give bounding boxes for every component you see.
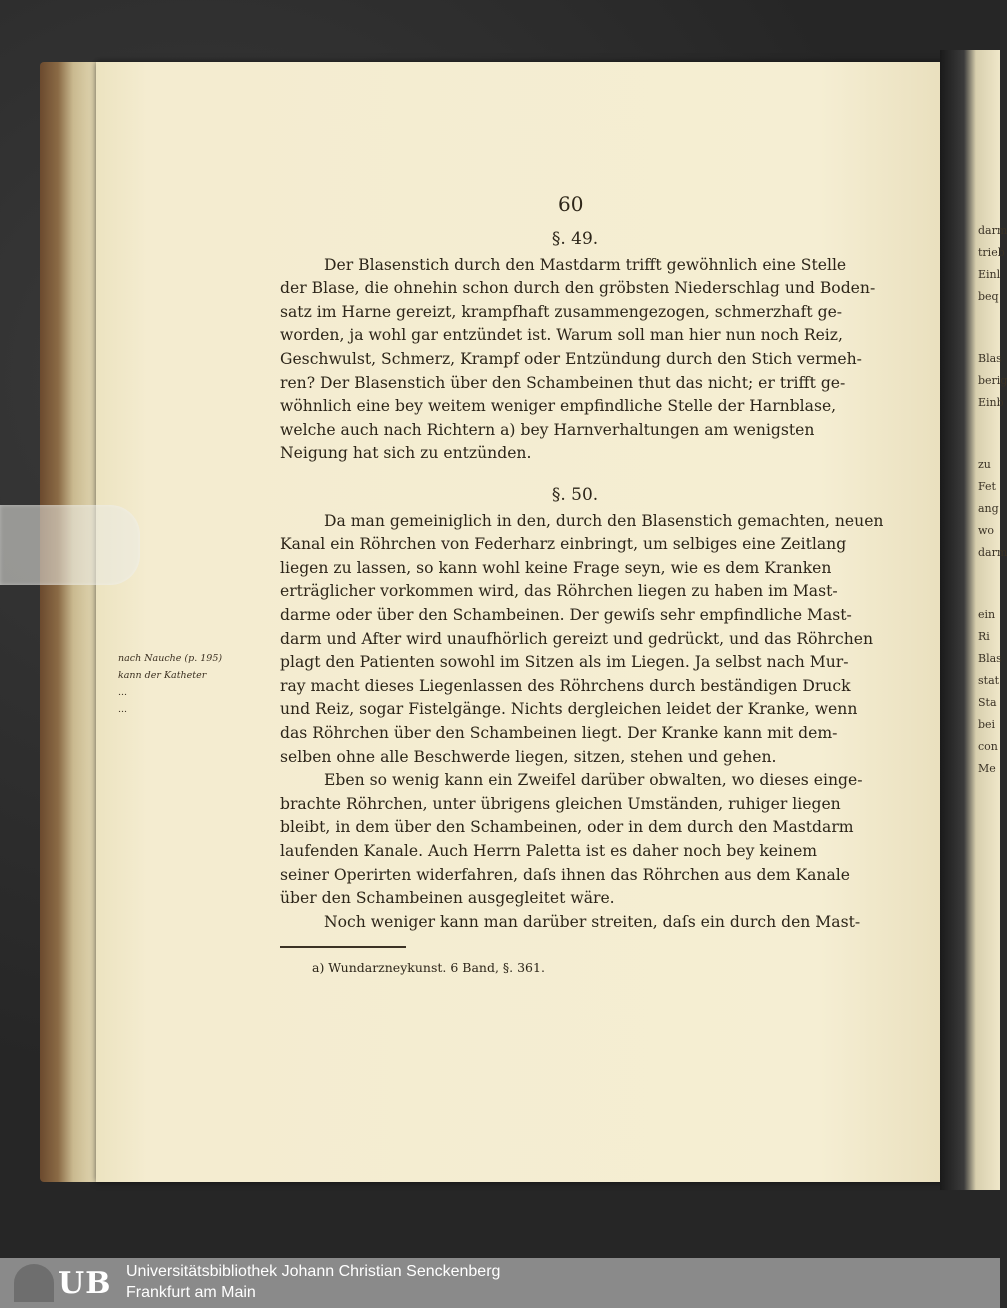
text-line: worden, ja wohl gar entzündet ist. Warum soll man hier nun noch Reiz, bbox=[280, 326, 843, 345]
senckenberg-bust-icon bbox=[14, 1264, 54, 1302]
next-page-fragment: ang bbox=[978, 502, 999, 515]
text-line: welche auch nach Richtern a) bey Harnverhaltungen am wenigsten bbox=[280, 420, 815, 439]
next-page-fragment: darm bbox=[978, 546, 1007, 559]
text-line: selben ohne alle Beschwerde liegen, sitzen, stehen und gehen. bbox=[280, 747, 777, 766]
section-body bbox=[280, 510, 884, 935]
next-page-fragment: darm bbox=[978, 224, 1007, 237]
library-footer bbox=[0, 1258, 1000, 1308]
text-line: darme oder über den Schambeinen. Der gewiſs sehr empfindliche Mast- bbox=[280, 605, 852, 624]
marginal-line: ... bbox=[118, 687, 128, 698]
text-line: darm und After wird unaufhörlich gereizt und gedrückt, und das Röhrchen bbox=[280, 629, 874, 648]
text-line: plagt den Patienten sowohl im Sitzen als im Liegen. Ja selbst nach Mur- bbox=[280, 653, 849, 672]
next-page-text bbox=[978, 220, 1007, 780]
library-logo bbox=[14, 1264, 114, 1302]
text-line: Neigung hat sich zu entzünden. bbox=[280, 444, 532, 463]
section-50 bbox=[280, 484, 884, 934]
text-line: Geschwulst, Schmerz, Krampf oder Entzündung durch den Stich vermeh- bbox=[280, 349, 862, 368]
text-line: das Röhrchen über den Schambeinen liegt. Der Kranke kann mit dem- bbox=[280, 723, 838, 742]
text-line: laufenden Kanale. Auch Herrn Paletta ist es daher noch bey keinem bbox=[280, 841, 818, 860]
next-page-fragment: wo bbox=[978, 524, 995, 537]
next-page-fragment: Ri bbox=[978, 630, 990, 643]
text-line: der Blase, die ohnehin schon durch den gröbsten Niederschlag und Boden- bbox=[280, 279, 876, 298]
text-line: bleibt, in dem über den Schambeinen, oder in dem durch den Mastdarm bbox=[280, 818, 854, 837]
marginal-line: nach Nauche (p. 195) bbox=[118, 653, 223, 664]
marginal-line: ... bbox=[118, 704, 128, 715]
footnote-rule bbox=[280, 946, 406, 948]
next-page-fragment: trieb bbox=[978, 246, 1005, 259]
text-line: erträglicher vorkommen wird, das Röhrchen liegen zu haben im Mast- bbox=[280, 582, 838, 601]
text-line: Noch weniger kann man darüber streiten, daſs ein durch den Mast- bbox=[324, 912, 861, 931]
text-line: brachte Röhrchen, unter übrigens gleichen Umständen, ruhiger liegen bbox=[280, 794, 841, 813]
page-number: 60 bbox=[558, 192, 584, 216]
text-line: über den Schambeinen ausgegleitet wäre. bbox=[280, 889, 615, 908]
text-line: Da man gemeiniglich in den, durch den Blasenstich gemachten, neuen bbox=[324, 511, 884, 530]
tape-strip bbox=[0, 505, 140, 585]
next-page-fragment: berig bbox=[978, 374, 1007, 387]
logo-text: UB bbox=[58, 1266, 112, 1301]
text-line: Kanal ein Röhrchen von Federharz einbringt, um selbiges eine Zeitlang bbox=[280, 535, 847, 554]
next-page-fragment: zu bbox=[978, 458, 991, 471]
next-page-fragment: con bbox=[978, 740, 998, 753]
text-line: und Reiz, sogar Fistelgänge. Nichts dergleichen leidet der Kranke, wenn bbox=[280, 700, 858, 719]
next-page-fragment: Einb bbox=[978, 396, 1004, 409]
footnote: a) Wundarzneykunst. 6 Band, §. 361. bbox=[312, 960, 545, 975]
next-page-fragment: stat bbox=[978, 674, 1000, 687]
handwritten-marginal-note bbox=[118, 650, 268, 718]
text-line: ren? Der Blasenstich über den Schambeinen thut das nicht; er trifft ge- bbox=[280, 373, 846, 392]
next-page-fragment: beq bbox=[978, 290, 999, 303]
text-line: seiner Operirten widerfahren, daſs ihnen das Röhrchen aus dem Kanale bbox=[280, 865, 850, 884]
next-page-fragment: Blas bbox=[978, 352, 1002, 365]
text-line: satz im Harne gereizt, krampfhaft zusammengezogen, schmerzhaft ge- bbox=[280, 302, 843, 321]
marginal-line: kann der Katheter bbox=[118, 670, 207, 681]
text-line: Der Blasenstich durch den Mastdarm trifft gewöhnlich eine Stelle bbox=[324, 255, 847, 274]
next-page-fragment: Sta bbox=[978, 696, 997, 709]
next-page-fragment: bei bbox=[978, 718, 996, 731]
next-page-fragment: Fet bbox=[978, 480, 996, 493]
next-page-fragment: Blas bbox=[978, 652, 1002, 665]
library-name: Universitätsbibliothek Johann Christian Senckenberg bbox=[126, 1263, 501, 1280]
next-page-fragment: ein bbox=[978, 608, 996, 621]
text-line: Eben so wenig kann ein Zweifel darüber obwalten, wo dieses einge- bbox=[324, 771, 863, 790]
text-line: ray macht dieses Liegenlassen des Röhrchens durch beständigen Druck bbox=[280, 676, 851, 695]
section-49 bbox=[280, 228, 876, 466]
book-edge bbox=[40, 62, 100, 1182]
next-page-fragment: Me bbox=[978, 762, 996, 775]
next-page-fragment: Einl bbox=[978, 268, 1001, 281]
section-body bbox=[280, 254, 876, 466]
section-heading: §. 50. bbox=[551, 485, 599, 505]
library-city: Frankfurt am Main bbox=[126, 1284, 256, 1301]
text-line: liegen zu lassen, so kann wohl keine Frage seyn, wie es dem Kranken bbox=[280, 558, 832, 577]
text-line: wöhnlich eine bey weitem weniger empfindliche Stelle der Harnblase, bbox=[280, 397, 837, 416]
section-heading: §. 49. bbox=[551, 229, 599, 249]
